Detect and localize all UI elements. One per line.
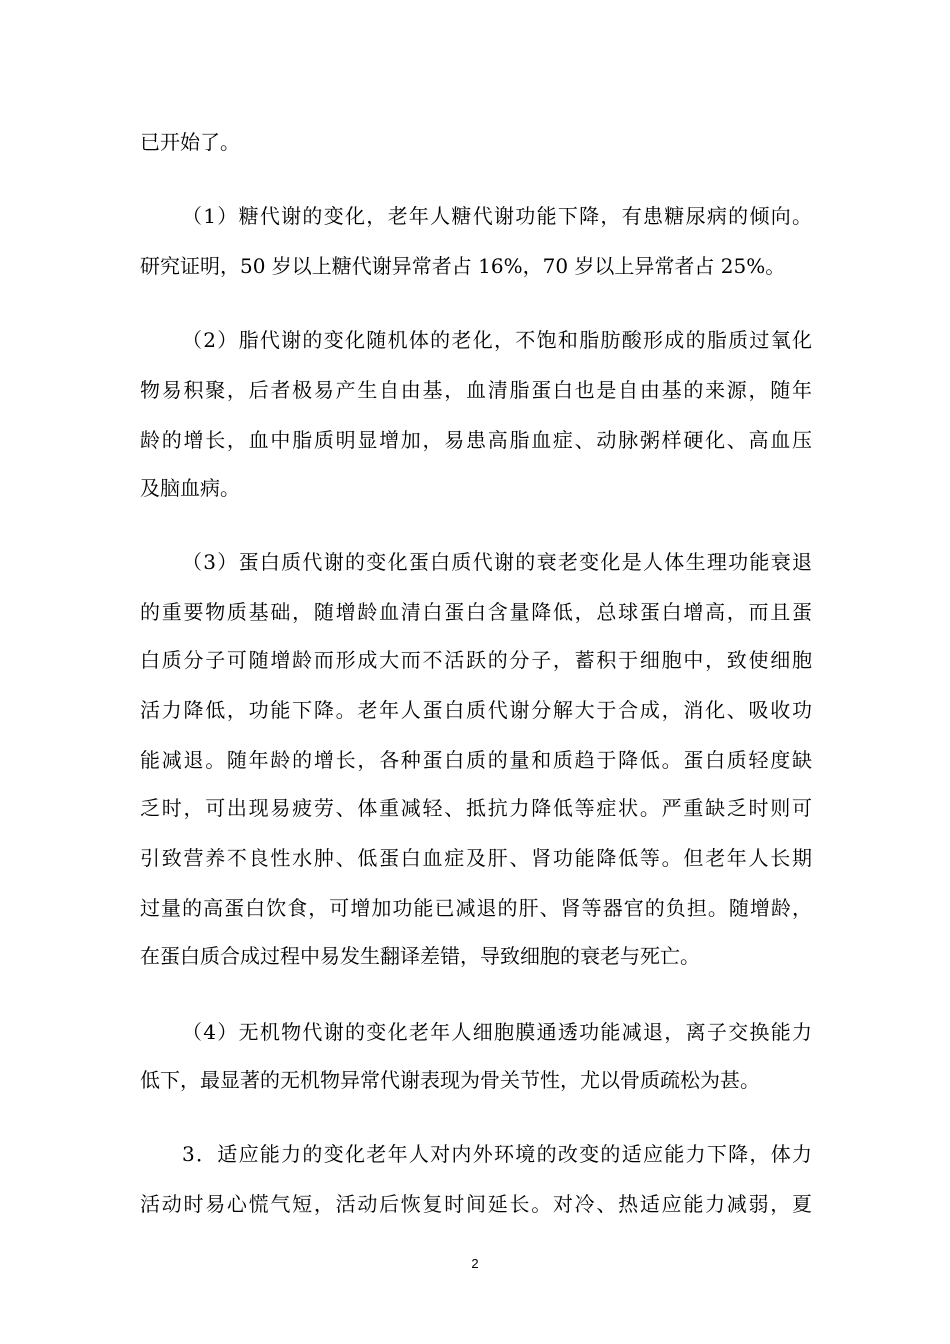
text-line: 乏时，可出现易疲劳、体重减轻、抵抗力降低等症状。严重缺乏时则可 bbox=[140, 796, 812, 820]
text-line: 龄的增长，血中脂质明显增加，易患高脂血症、动脉粥样硬化、高血压 bbox=[140, 428, 812, 452]
text-line: 引致营养不良性水肿、低蛋白血症及肝、肾功能降低等。但老年人长期 bbox=[140, 846, 812, 870]
text-line: 过量的高蛋白饮食，可增加功能已减退的肝、肾等器官的负担。随增龄， bbox=[140, 896, 812, 920]
text-line: 在蛋白质合成过程中易发生翻译差错，导致细胞的衰老与死亡。 bbox=[140, 944, 700, 968]
text-line: （2）脂代谢的变化随机体的老化，不饱和脂肪酸形成的脂质过氧化 bbox=[182, 328, 812, 352]
text-line: 及脑血病。 bbox=[140, 476, 240, 500]
text-line: （1）糖代谢的变化，老年人糖代谢功能下降，有患糖尿病的倾向。 bbox=[182, 204, 812, 228]
text-line: 低下，最显著的无机物异常代谢表现为骨关节性，尤以骨质疏松为甚。 bbox=[140, 1068, 760, 1092]
text-line: 物易积聚，后者极易产生自由基，血清脂蛋白也是自由基的来源，随年 bbox=[140, 378, 812, 402]
text-line: 研究证明，50 岁以上糖代谢异常者占 16%，70 岁以上异常者占 25%。 bbox=[140, 254, 786, 278]
text-line: 白质分子可随增龄而形成大而不活跃的分子，蓄积于细胞中，致使细胞 bbox=[140, 648, 812, 672]
text-line: 已开始了。 bbox=[140, 130, 240, 154]
text-line: （4）无机物代谢的变化老年人细胞膜通透功能减退，离子交换能力 bbox=[182, 1020, 812, 1044]
text-line: 活动时易心慌气短，活动后恢复时间延长。对冷、热适应能力减弱，夏 bbox=[140, 1192, 812, 1216]
text-line: （3）蛋白质代谢的变化蛋白质代谢的衰老变化是人体生理功能衰退 bbox=[182, 550, 812, 574]
text-line: 的重要物质基础，随增龄血清白蛋白含量降低，总球蛋白增高，而且蛋 bbox=[140, 600, 812, 624]
text-line: 活力降低，功能下降。老年人蛋白质代谢分解大于合成，消化、吸收功 bbox=[140, 698, 812, 722]
text-line: 能减退。随年龄的增长，各种蛋白质的量和质趋于降低。蛋白质轻度缺 bbox=[140, 748, 812, 772]
page-number: 2 bbox=[471, 1256, 479, 1271]
text-line: 3．适应能力的变化老年人对内外环境的改变的适应能力下降，体力 bbox=[182, 1142, 812, 1166]
